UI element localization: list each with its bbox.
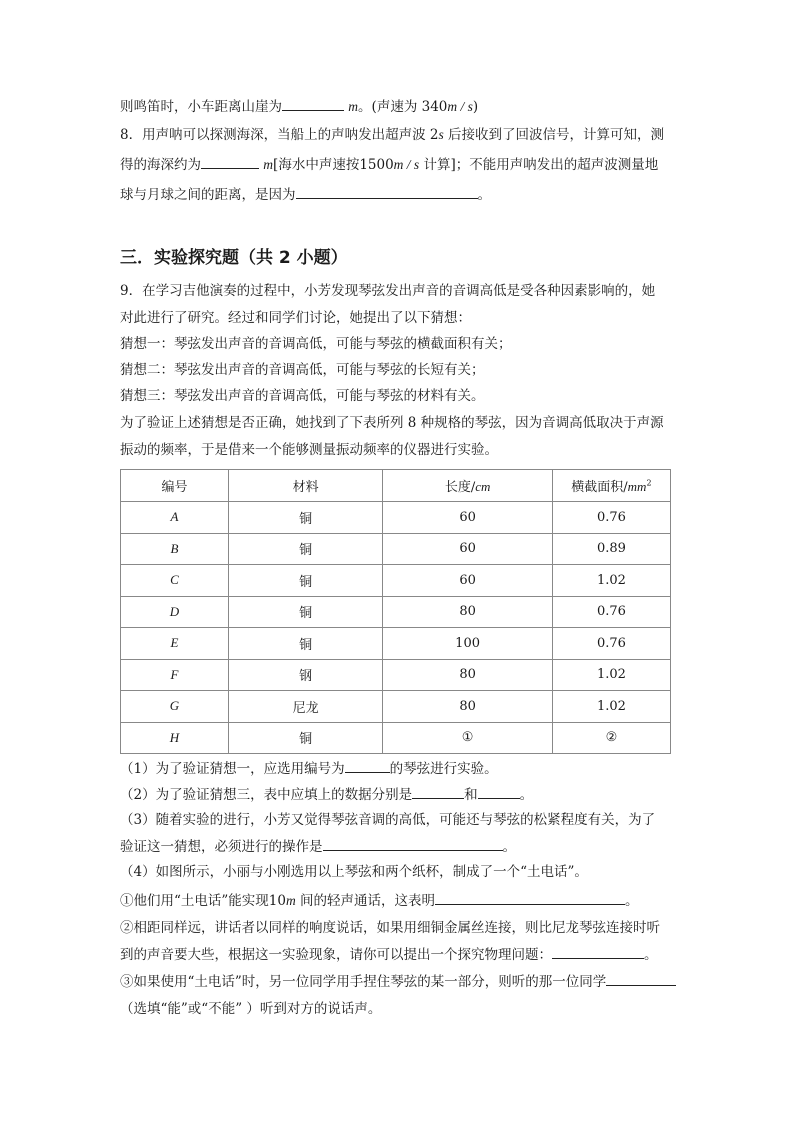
cell-material: 钢 [228, 659, 382, 691]
answer-blank[interactable] [435, 890, 625, 905]
q9-p2: 对此进行了研究。经过和同学们讨论，她提出了以下猜想： [120, 310, 471, 326]
cell-id: D [121, 596, 229, 628]
text: 。 [644, 947, 658, 963]
text: （2）为了验证猜想三，表中应填上的数据分别是 [120, 787, 413, 803]
sub-question-2 [120, 784, 680, 805]
cell-id: C [121, 565, 229, 597]
cell-area: 1.02 [552, 691, 670, 723]
col-header-id: 编号 [121, 470, 229, 502]
cell-id: F [121, 659, 229, 691]
cell-id: E [121, 628, 229, 660]
text: ①他们用“土电话”能实现10 [120, 893, 286, 909]
table-row [121, 502, 671, 534]
line-q7-end [120, 96, 680, 117]
sub-question-4-2-line1: ②相距同样远，讲话者以同样的响度说话，如果用细铜金属丝连接，则比尼龙琴弦连接时听 [120, 920, 660, 936]
guess-2: 猜想二：琴弦发出声音的音调高低，可能与琴弦的长短有关； [120, 362, 485, 378]
cell-length: 60 [383, 533, 552, 565]
cell-area: 1.02 [552, 565, 670, 597]
cell-length: 80 [383, 596, 552, 628]
answer-blank[interactable] [323, 836, 503, 851]
text: 。 [502, 839, 516, 855]
cell-area: 0.76 [552, 502, 670, 534]
cell-material: 铜 [228, 533, 382, 565]
text: 后接收到了回波信号，计算可知，测 [443, 127, 665, 143]
cell-length: 60 [383, 502, 552, 534]
cell-material: 铜 [228, 502, 382, 534]
table-row [121, 628, 671, 660]
cell-material: 铜 [228, 628, 382, 660]
col-header-area: 横截面积$/mm^2$ [552, 470, 670, 502]
answer-blank[interactable] [552, 944, 644, 959]
unit: m [285, 893, 296, 908]
answer-blank[interactable] [201, 154, 259, 169]
text: 的琴弦进行实验。 [389, 761, 498, 777]
cell-material: 尼龙 [228, 691, 382, 723]
sub-question-4: （4）如图所示，小丽与小刚选用以上琴弦和两个纸杯，制成了一个“土电话”。 [120, 864, 588, 880]
header-label: 长度/ [444, 480, 476, 495]
text: 计算]；不能用声呐发出的超声波测量地 [419, 157, 659, 173]
text: 。 [519, 787, 534, 803]
text: 。 [477, 187, 491, 203]
cell-material: 铜 [228, 565, 382, 597]
col-header-material: 材料 [228, 470, 382, 502]
text: 。 [625, 893, 639, 909]
cell-id: G [121, 691, 229, 723]
sub-question-3-line1: （3）随着实验的进行，小芳又觉得琴弦音调的高低，可能还与琴弦的松紧程度有关，为了 [120, 812, 656, 828]
sub-question-1 [120, 758, 680, 779]
text: 验证这一猜想，必须进行的操作是 [120, 839, 323, 855]
text: [海水中声速按1500 [273, 157, 394, 173]
section-title: 三．实验探究题（共 2 小题） [120, 248, 348, 268]
text: ③如果使用“土电话”时，另一位同学用手捏住琴弦的某一部分，则听的那一位同学 [120, 974, 607, 990]
string-spec-table [120, 469, 671, 754]
text: 8．用声呐可以探测海深，当船上的声呐发出超声波 2 [120, 127, 439, 143]
sub-question-3-line2 [120, 836, 680, 857]
table-row [121, 691, 671, 723]
sub-question-4-1 [120, 890, 680, 911]
cell-length: 80 [383, 691, 552, 723]
cell-area: 0.76 [552, 596, 670, 628]
col-header-length [383, 470, 552, 502]
cell-length: ① [383, 722, 552, 754]
cell-material: 铜 [228, 596, 382, 628]
q9-p3: 为了验证上述猜想是否正确，她找到了下表所列 8 种规格的琴弦，因为音调高低取决于声源 [120, 415, 664, 431]
text: 间的轻声通话，这表明 [295, 893, 436, 909]
table-row [121, 722, 671, 754]
cell-material: 铜 [228, 722, 382, 754]
text: ) [472, 99, 479, 115]
q9-p1: 9．在学习吉他演奏的过程中，小芳发现琴弦发出声音的音调高低是受各种因素影响的，她 [120, 283, 656, 299]
text: 球与月球之间的距离，是因为 [120, 187, 296, 203]
answer-blank[interactable] [606, 971, 676, 986]
line-q8-2 [120, 154, 680, 175]
table-row [121, 565, 671, 597]
text: 和 [464, 787, 478, 803]
table-row [121, 659, 671, 691]
text: 到的声音要大些，根据这一实验现象，请你可以提出一个探究物理问题： [120, 947, 552, 963]
line-q8-1 [120, 125, 680, 145]
table-row [121, 533, 671, 565]
sub-question-4-3-line2: （选填“能”或“不能” ）听到对方的说话声。 [120, 1001, 382, 1017]
unit: m [263, 157, 274, 172]
answer-blank[interactable] [478, 784, 520, 799]
answer-blank[interactable] [282, 96, 344, 111]
cell-area: ② [552, 722, 670, 754]
cell-area: 1.02 [552, 659, 670, 691]
guess-1: 猜想一：琴弦发出声音的音调高低，可能与琴弦的横截面积有关； [120, 336, 512, 352]
answer-blank[interactable] [296, 184, 478, 199]
header-unit: mm [627, 479, 647, 494]
unit: m / s [393, 157, 420, 172]
header-label: 横截面积/ [571, 480, 628, 495]
cell-length: 60 [383, 565, 552, 597]
cell-area: 0.89 [552, 533, 670, 565]
cell-length: 100 [383, 628, 552, 660]
sub-question-4-2-line2 [120, 944, 680, 965]
cell-area: 0.76 [552, 628, 670, 660]
cell-id: H [121, 722, 229, 754]
text: 。(声速为 340 [358, 99, 448, 115]
sub-question-4-3-line1 [120, 971, 680, 992]
text: 得的海深约为 [120, 157, 201, 173]
guess-3: 猜想三：琴弦发出声音的音调高低，可能与琴弦的材料有关。 [120, 388, 485, 404]
q9-p4: 振动的频率，于是借来一个能够测量振动频率的仪器进行实验。 [120, 442, 498, 458]
unit: m / s [447, 99, 473, 114]
table-header-row [121, 470, 671, 502]
unit: s [438, 127, 444, 142]
header-unit: cm [475, 479, 491, 494]
answer-blank[interactable] [345, 758, 390, 773]
cell-id: B [121, 533, 229, 565]
line-q8-3 [120, 184, 680, 205]
unit: m [348, 99, 359, 114]
table-row [121, 596, 671, 628]
text: （1）为了验证猜想一，应选用编号为 [120, 761, 345, 777]
cell-id: A [121, 502, 229, 534]
cell-length: 80 [383, 659, 552, 691]
text: 则鸣笛时，小车距离山崖为 [120, 99, 282, 115]
answer-blank[interactable] [412, 784, 464, 799]
